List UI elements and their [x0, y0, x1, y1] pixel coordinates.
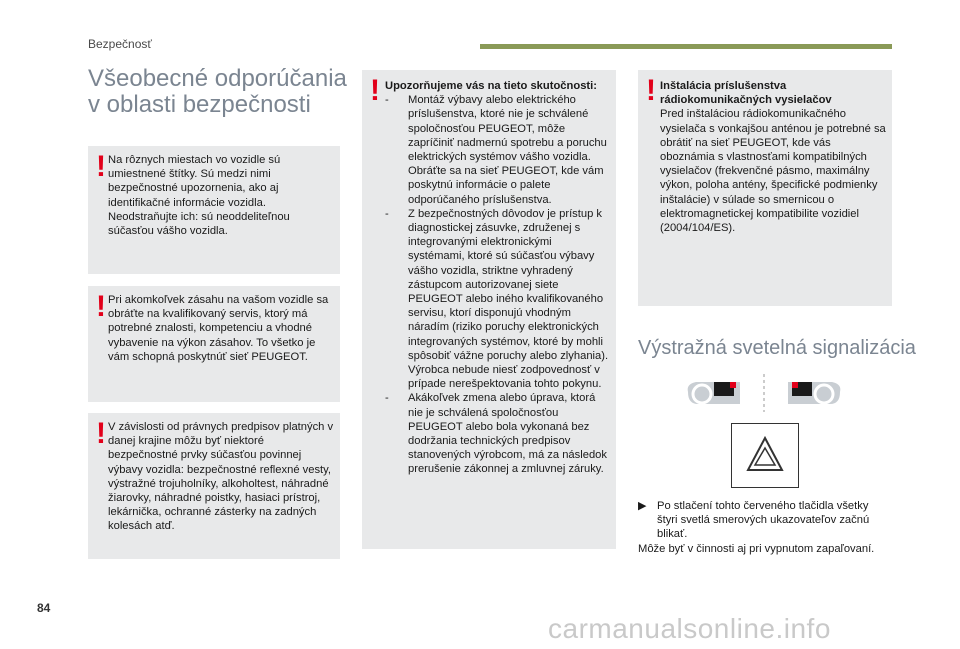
radio-content	[660, 79, 888, 235]
dash-marker: -	[385, 94, 389, 107]
hazard-description	[638, 499, 890, 556]
notice-list	[385, 93, 611, 476]
warning-text: V závislosti od právnych predpisov platných v danej krajine môžu byť niektoré bezpečnostné prvky súčasťou povinnej výbavy vozidla: bezpečnostné reflexné vesty, výstražné trojuholníky, alkoholtest, náhradné žiarovky, náhradné poistky, hasiaci prístroj, lekárnička, ochranné zásterky na zadných kolesách atď.	[108, 421, 334, 533]
list-item-text: Akákoľvek zmena alebo úprava, ktorá nie je schválená spoločnosťou PEUGEOT alebo bola vykonaná bez dodržania technických predpisov stanovených výrobcom, má za následok prerušenie zákonnej a zmluvnej záruky.	[408, 392, 607, 476]
arrow-bullet-icon: ▶	[638, 500, 647, 512]
notice-content	[385, 79, 611, 477]
hazard-bullet	[638, 499, 890, 542]
list-item-text: Montáž výbavy alebo elektrického príslušenstva, ktoré nie je schválené spoločnosťou PEUGEOT, môže zapríčiniť nadmernú spotrebu a poruchu elektrických systémov vášho vozidla. Obráťte sa na sieť PEUGEOT, kde vám poskytnú informácie o palete odporúčaného príslušenstva.	[408, 94, 607, 206]
dashboard-illustration	[684, 374, 844, 414]
warning-text: Na rôznych miestach vo vozidle sú umiestnené štítky. Sú medzi nimi bezpečnostné upozornenia, ako aj identifikačné informácie vozidla. Neodstraňujte ich: sú neoddeliteľnou súčasťou vášho vozidla.	[108, 154, 290, 238]
warning-icon: !	[96, 290, 106, 323]
dash-marker: -	[385, 207, 389, 220]
list-item	[385, 391, 611, 476]
warning-box-labels	[88, 146, 340, 274]
warning-box-service	[88, 286, 340, 402]
warning-icon: !	[96, 417, 106, 450]
warning-icon: !	[96, 150, 106, 183]
warning-box-notice	[362, 70, 616, 549]
list-item-text: Z bezpečnostných dôvodov je prístup k diagnostickej zásuvke, združenej s integrovanými elektronickými systémami, ktoré sú súčasťou výbavy vášho vozidla, striktne vyhradený zástupcom autorizovanej siete PEUGEOT alebo iného kvalifikovaného servisu, ktorí disponujú vhodným náradím (riziko poruchy elektronických integrovaných systémov, ktoré by mohli spôsobiť vážne poruchy alebo zlyhania). Výrobca nebude niesť zodpovednosť v prípade nerešpektovania tohto pokynu.	[408, 207, 609, 391]
list-item	[385, 207, 611, 392]
notice-heading: Upozorňujeme vás na tieto skutočnosti:	[385, 80, 597, 92]
warning-icon: !	[370, 74, 380, 107]
radio-text: Pred inštaláciou rádiokomunikačného vysielača s vonkajšou anténou je potrebné sa obrátiť na sieť PEUGEOT, kde vás oboznámia s vlastnosťami kompatibilných vysielačov (frekvenčné pásmo, maximálny výkon, poloha antény, špecifické podmienky inštalácie) v súlade so smernicou o elektromagnetickej kompatibilite vozidiel (2004/104/ES).	[660, 108, 886, 235]
hazard-note: Môže byť v činnosti aj pri vypnutom zapaľovaní.	[638, 542, 875, 555]
radio-heading: Inštalácia príslušenstva rádiokomunikačných vysielačov	[660, 80, 832, 107]
warning-box-equipment	[88, 413, 340, 559]
warning-text: Pri akomkoľvek zásahu na vašom vozidle sa obráťte na kvalifikovaný servis, ktorý má potrebné znalosti, kompetenciu a vhodné vybavenie na výkon zásahov. To všetko je vám schopná poskytnúť sieť PEUGEOT.	[108, 294, 329, 363]
hazard-button-image	[731, 423, 799, 488]
warning-box-radio	[638, 70, 892, 306]
section-label: Bezpečnosť	[88, 37, 152, 51]
warning-icon: !	[646, 74, 656, 107]
header-rule	[480, 44, 892, 49]
section-title-hazard: Výstražná svetelná signalizácia	[638, 337, 916, 359]
page-number: 84	[37, 601, 51, 615]
hazard-bullet-text: Po stlačení tohto červeného tlačidla všetky štyri svetlá smerových ukazovateľov začnú blikať.	[657, 500, 870, 541]
list-item	[385, 93, 611, 207]
hazard-triangle-icon	[732, 424, 798, 487]
watermark: carmanualsonline.info	[548, 613, 831, 644]
dash-marker: -	[385, 392, 389, 405]
page-title: Všeobecné odporúčania v oblasti bezpečnosti	[88, 65, 347, 118]
